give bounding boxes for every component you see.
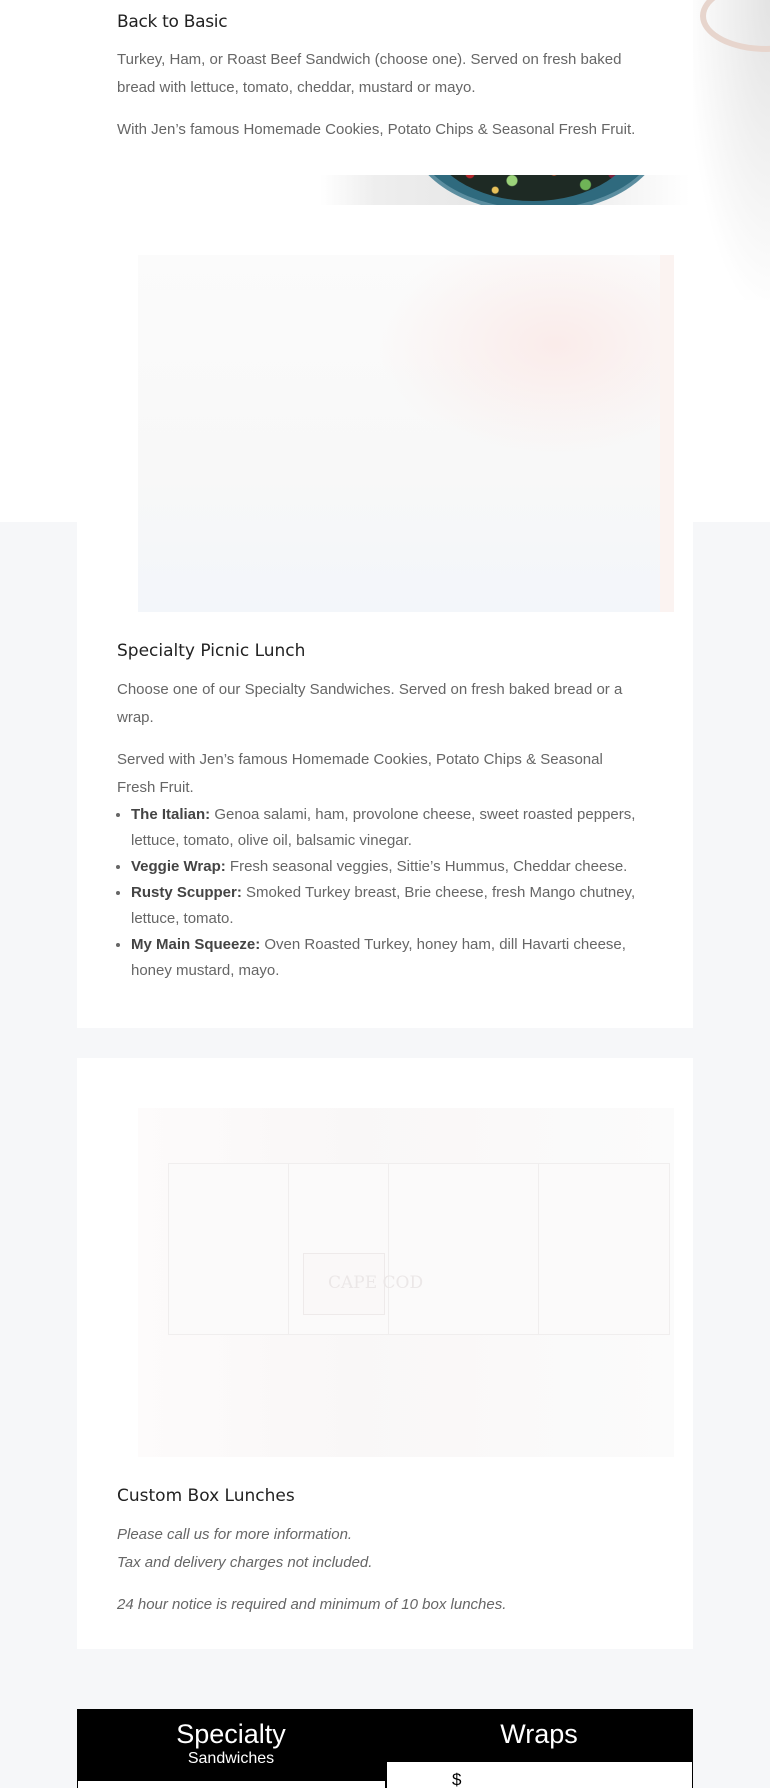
sandwich-list <box>117 802 637 984</box>
section-title-specialty-picnic: Specialty Picnic Lunch <box>117 641 306 661</box>
sandwich-name: My Main Squeeze: <box>131 936 261 953</box>
back-to-basic-sides: With Jen’s famous Homemade Cookies, Potato Chips & Seasonal Fresh Fruit. <box>117 121 636 138</box>
price-symbol: $ <box>452 1770 462 1788</box>
custom-box-tax-note: Tax and delivery charges not included. <box>117 1554 373 1571</box>
specialty-picnic-sides: Served with Jen’s famous Homemade Cookies, Potato Chips & Seasonal Fresh Fruit. <box>117 751 603 796</box>
list-item <box>131 802 637 854</box>
specialty-price-cell <box>78 1781 385 1788</box>
column-wraps <box>385 1709 693 1749</box>
pricing-table <box>77 1709 693 1788</box>
sandwich-description: Genoa salami, ham, provolone cheese, sweet roasted peppers, lettuce, tomato, olive oil, balsamic vinegar. <box>131 806 636 849</box>
chips-bag-label: CAPE COD <box>328 1273 424 1293</box>
custom-box-body <box>117 1521 637 1619</box>
column-subtitle: Sandwiches <box>187 1750 275 1767</box>
sandwich-name: Rusty Scupper: <box>131 884 242 901</box>
section-title-back-to-basic: Back to Basic <box>117 12 228 32</box>
section-title-custom-box-lunches: Custom Box Lunches <box>117 1486 295 1506</box>
wraps-price-cell <box>387 1762 692 1788</box>
list-item <box>131 880 637 932</box>
column-specialty-sandwiches <box>77 1709 385 1769</box>
sandwich-description: Smoked Turkey breast, Brie cheese, fresh Mango chutney, lettuce, tomato. <box>131 884 636 927</box>
box-lunch-photo <box>138 1108 674 1457</box>
custom-box-notice: 24 hour notice is required and minimum of 10 box lunches. <box>117 1596 507 1613</box>
salad-bowl-image <box>410 175 655 205</box>
specialty-picnic-description: Choose one of our Specialty Sandwiches. Served on fresh baked bread or a wrap. <box>117 681 623 726</box>
custom-box-call-note: Please call us for more information. <box>117 1526 353 1543</box>
picnic-lunch-photo <box>138 255 674 612</box>
sandwich-name: The Italian: <box>131 806 211 823</box>
column-title: Wraps <box>500 1719 578 1749</box>
sandwich-name: Veggie Wrap: <box>131 858 226 875</box>
column-title: Specialty <box>176 1719 286 1749</box>
specialty-picnic-body <box>117 676 637 984</box>
card-back-to-basic <box>77 0 693 175</box>
sandwich-description: Oven Roasted Turkey, honey ham, dill Havarti cheese, honey mustard, mayo. <box>131 936 626 979</box>
back-to-basic-description: Turkey, Ham, or Roast Beef Sandwich (choose one). Served on fresh baked bread with lettuce, tomato, cheddar, mustard or mayo. <box>117 51 622 96</box>
list-item <box>131 854 637 880</box>
list-item <box>131 932 637 984</box>
sandwich-description: Fresh seasonal veggies, Sittie’s Hummus, Cheddar cheese. <box>225 858 628 875</box>
